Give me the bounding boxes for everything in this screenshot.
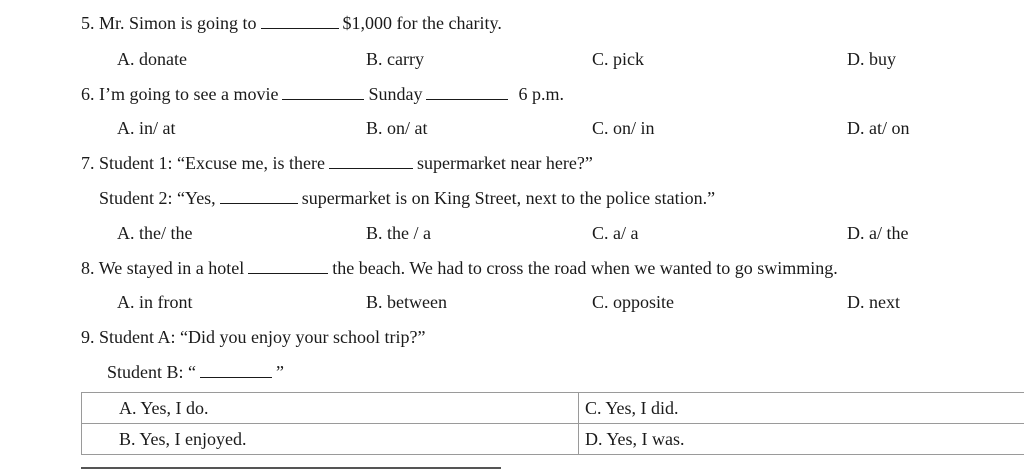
- option-d: D. buy: [847, 49, 896, 69]
- question-7-line-1: [81, 152, 593, 174]
- question-stem-part3: 6 p.m.: [518, 84, 564, 104]
- question-stem: Student A: “Did you enjoy your school trip?”: [99, 327, 426, 347]
- question-stem-after: supermarket near here?”: [416, 153, 593, 173]
- option-c: C. Yes, I did.: [579, 393, 1024, 424]
- option-a: A. donate: [117, 49, 187, 69]
- option-b: B. the / a: [366, 223, 431, 243]
- answer-blank: [282, 83, 364, 100]
- question-stem-after: $1,000 for the charity.: [342, 13, 502, 33]
- question-stem-before: Student B: “: [107, 362, 196, 382]
- answer-options-table: [81, 392, 1024, 455]
- option-c: C. opposite: [592, 292, 675, 312]
- option-c: C. a/ a: [592, 223, 639, 243]
- question-stem-part1: I’m going to see a movie: [99, 84, 279, 104]
- question-stem-part2: Sunday: [368, 84, 423, 104]
- question-number: 7.: [81, 153, 95, 173]
- option-a: A. in/ at: [117, 118, 176, 138]
- question-stem-before: We stayed in a hotel: [98, 258, 245, 278]
- question-number: 6.: [81, 84, 95, 104]
- question-9-line-1: [81, 326, 425, 348]
- option-d: D. next: [847, 292, 900, 312]
- question-6: [81, 83, 564, 105]
- option-a: A. the/ the: [117, 223, 193, 243]
- answer-blank: [426, 83, 508, 100]
- option-d: D. at/ on: [847, 118, 910, 138]
- question-number: 5.: [81, 13, 95, 33]
- answer-blank: [261, 12, 339, 29]
- option-c: C. pick: [592, 49, 644, 69]
- question-stem-after: the beach. We had to cross the road when we wanted to go swimming.: [332, 258, 838, 278]
- answer-blank: [220, 187, 298, 204]
- question-stem-before: Student 2: “Yes,: [99, 188, 216, 208]
- question-stem-after: supermarket is on King Street, next to the police station.”: [301, 188, 716, 208]
- question-stem-before: Student 1: “Excuse me, is there: [99, 153, 325, 173]
- option-d: D. a/ the: [847, 223, 909, 243]
- option-c: C. on/ in: [592, 118, 655, 138]
- question-stem-after: ”: [276, 362, 284, 382]
- table-row: [82, 393, 1024, 424]
- question-8: [81, 257, 838, 279]
- answer-blank: [200, 361, 272, 378]
- question-9-line-2: [107, 361, 284, 383]
- answer-blank: [248, 257, 328, 274]
- question-7-line-2: [99, 187, 715, 209]
- option-a: A. in front: [117, 292, 193, 312]
- question-number: 8.: [81, 258, 95, 278]
- option-b: B. between: [366, 292, 447, 312]
- option-a: A. Yes, I do.: [82, 393, 579, 424]
- option-b: B. on/ at: [366, 118, 428, 138]
- answer-blank: [329, 152, 413, 169]
- question-5: [81, 12, 502, 34]
- question-number: 9.: [81, 327, 95, 347]
- option-d: D. Yes, I was.: [579, 424, 1024, 455]
- option-b: B. Yes, I enjoyed.: [82, 424, 579, 455]
- question-stem-before: Mr. Simon is going to: [99, 13, 257, 33]
- table-row: [82, 424, 1024, 455]
- option-b: B. carry: [366, 49, 424, 69]
- next-question-cut-off: [81, 462, 501, 469]
